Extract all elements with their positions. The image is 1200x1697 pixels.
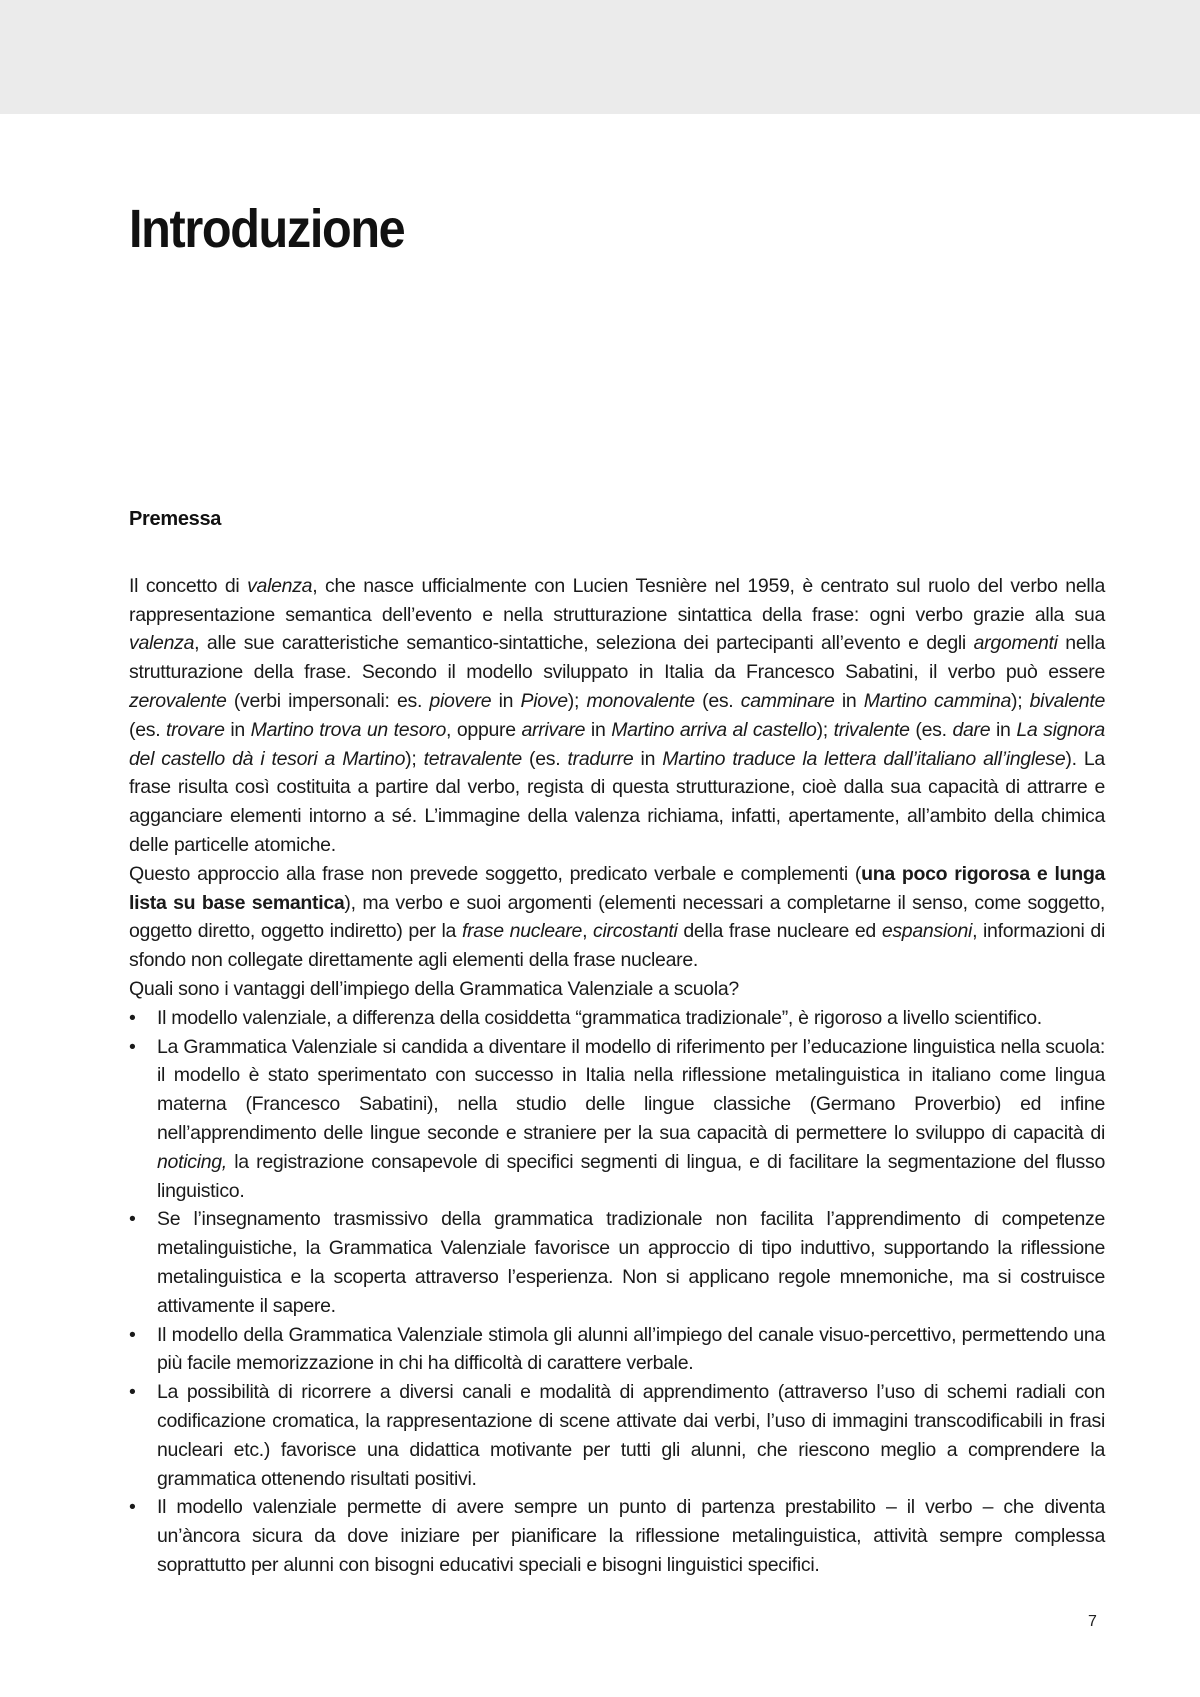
bullet-icon: • [129,1381,136,1404]
question-paragraph: Quali sono i vantaggi dell’impiego della Grammatica Valenziale a scuola? [129,977,739,1000]
bullet-icon: • [129,1208,136,1231]
main-content [129,505,1105,1580]
bullet-icon: • [129,1496,136,1519]
bullet-icon: • [129,1323,136,1346]
approach-paragraph: Questo approccio alla frase non prevede soggetto, predicato verbale e complementi (una poco rigorosa e lunga lista su base semantica), ma verbo e suoi argomenti (elementi necessari a completarne il senso, come soggetto, oggetto diretto, oggetto indiretto) per la frase nucleare, circostanti della frase nucleare ed espansioni, informazioni di sfondo non collegate direttamente agli elementi della frase nucleare. [129,862,1105,972]
list-item: • Il modello della Grammatica Valenziale stimola gli alunni all’impiego del canale visuo-percettivo, permettendo una più facile memorizzazione in chi ha difficoltà di carattere verbale. [129,1321,1105,1379]
list-item: • La Grammatica Valenziale si candida a diventare il modello di riferimento per l’educazione linguistica nella scuola: il modello è stato sperimentato con successo in Italia nella riflessione metalinguistica in italiano come lingua materna (Francesco Sabatini), nella studio delle lingue classiche (Germano Proverbio) ed infine nell’apprendimento delle lingue seconde e straniere per la sua capacità di permettere lo sviluppo di capacità di noticing, la registrazione consapevole di specifici segmenti di lingua, e di facilitare la segmentazione del flusso linguistico. [129,1033,1105,1206]
section-heading: Premessa [129,508,222,530]
bullet-icon: • [129,1035,136,1058]
page-title: Introduzione [129,199,405,259]
list-item: • Il modello valenziale, a differenza della cosiddetta “grammatica tradizionale”, è rigoroso a livello scientifico. [129,1004,1105,1033]
bullet-icon: • [129,1006,136,1029]
page-number: 7 [1088,1613,1097,1630]
list-item: • La possibilità di ricorrere a diversi canali e modalità di apprendimento (attraverso l’uso di schemi radiali con codificazione cromatica, la rappresentazione di scene attivate dai verbi, l’uso di immagini transcodificabili in frasi nucleari etc.) favorisce una didattica motivante per tutti gli alunni, che riescono meglio a comprendere la grammatica ottenendo risultati positivi. [129,1378,1105,1493]
intro-paragraph-valenza: Il concetto di valenza, che nasce ufficialmente con Lucien Tesnière nel 1959, è centrato sul ruolo del verbo nella rappresentazione semantica dell’evento e nella strutturazione sintattica della frase: ogni verbo grazie alla sua valenza, alle sue caratteristiche semantico-sintattiche, seleziona dei partecipanti all’evento e degli argomenti nella strutturazione della frase. Secondo il modello sviluppato in Italia da Francesco Sabatini, il verbo può essere zerovalente (verbi impersonali: es. piovere in Piove); monovalente (es. camminare in Martino cammina); bivalente (es. trovare in Martino trova un tesoro, oppure arrivare in Martino arriva al castello); trivalente (es. dare in La signora del castello dà i tesori a Martino); tetravalente (es. tradurre in Martino traduce la lettera dall’italiano all’inglese). La frase risulta così costituita a partire dal verbo, regista di questa strutturazione, cioè dalla sua capacità di attrarre e agganciare elementi intorno a sé. L’immagine della valenza richiama, infatti, apertamente, all’ambito della chimica delle particelle atomiche. [129,574,1105,856]
advantages-list [129,1004,1105,1580]
list-item: • Il modello valenziale permette di avere sempre un punto di partenza prestabilito – il verbo – che diventa un’àncora sicura da dove iniziare per pianificare la riflessione metalinguistica, attività sempre complessa soprattutto per alunni con bisogni educativi speciali e bisogni linguistici specifici. [129,1493,1105,1579]
header-band [0,0,1200,114]
list-item: • Se l’insegnamento trasmissivo della grammatica tradizionale non facilita l’apprendimento di competenze metalinguistiche, la Grammatica Valenziale favorisce un approccio di tipo induttivo, supportando la riflessione metalinguistica e la scoperta attraverso l’esperienza. Non si applicano regole mnemoniche, ma si costruisce attivamente il sapere. [129,1205,1105,1320]
